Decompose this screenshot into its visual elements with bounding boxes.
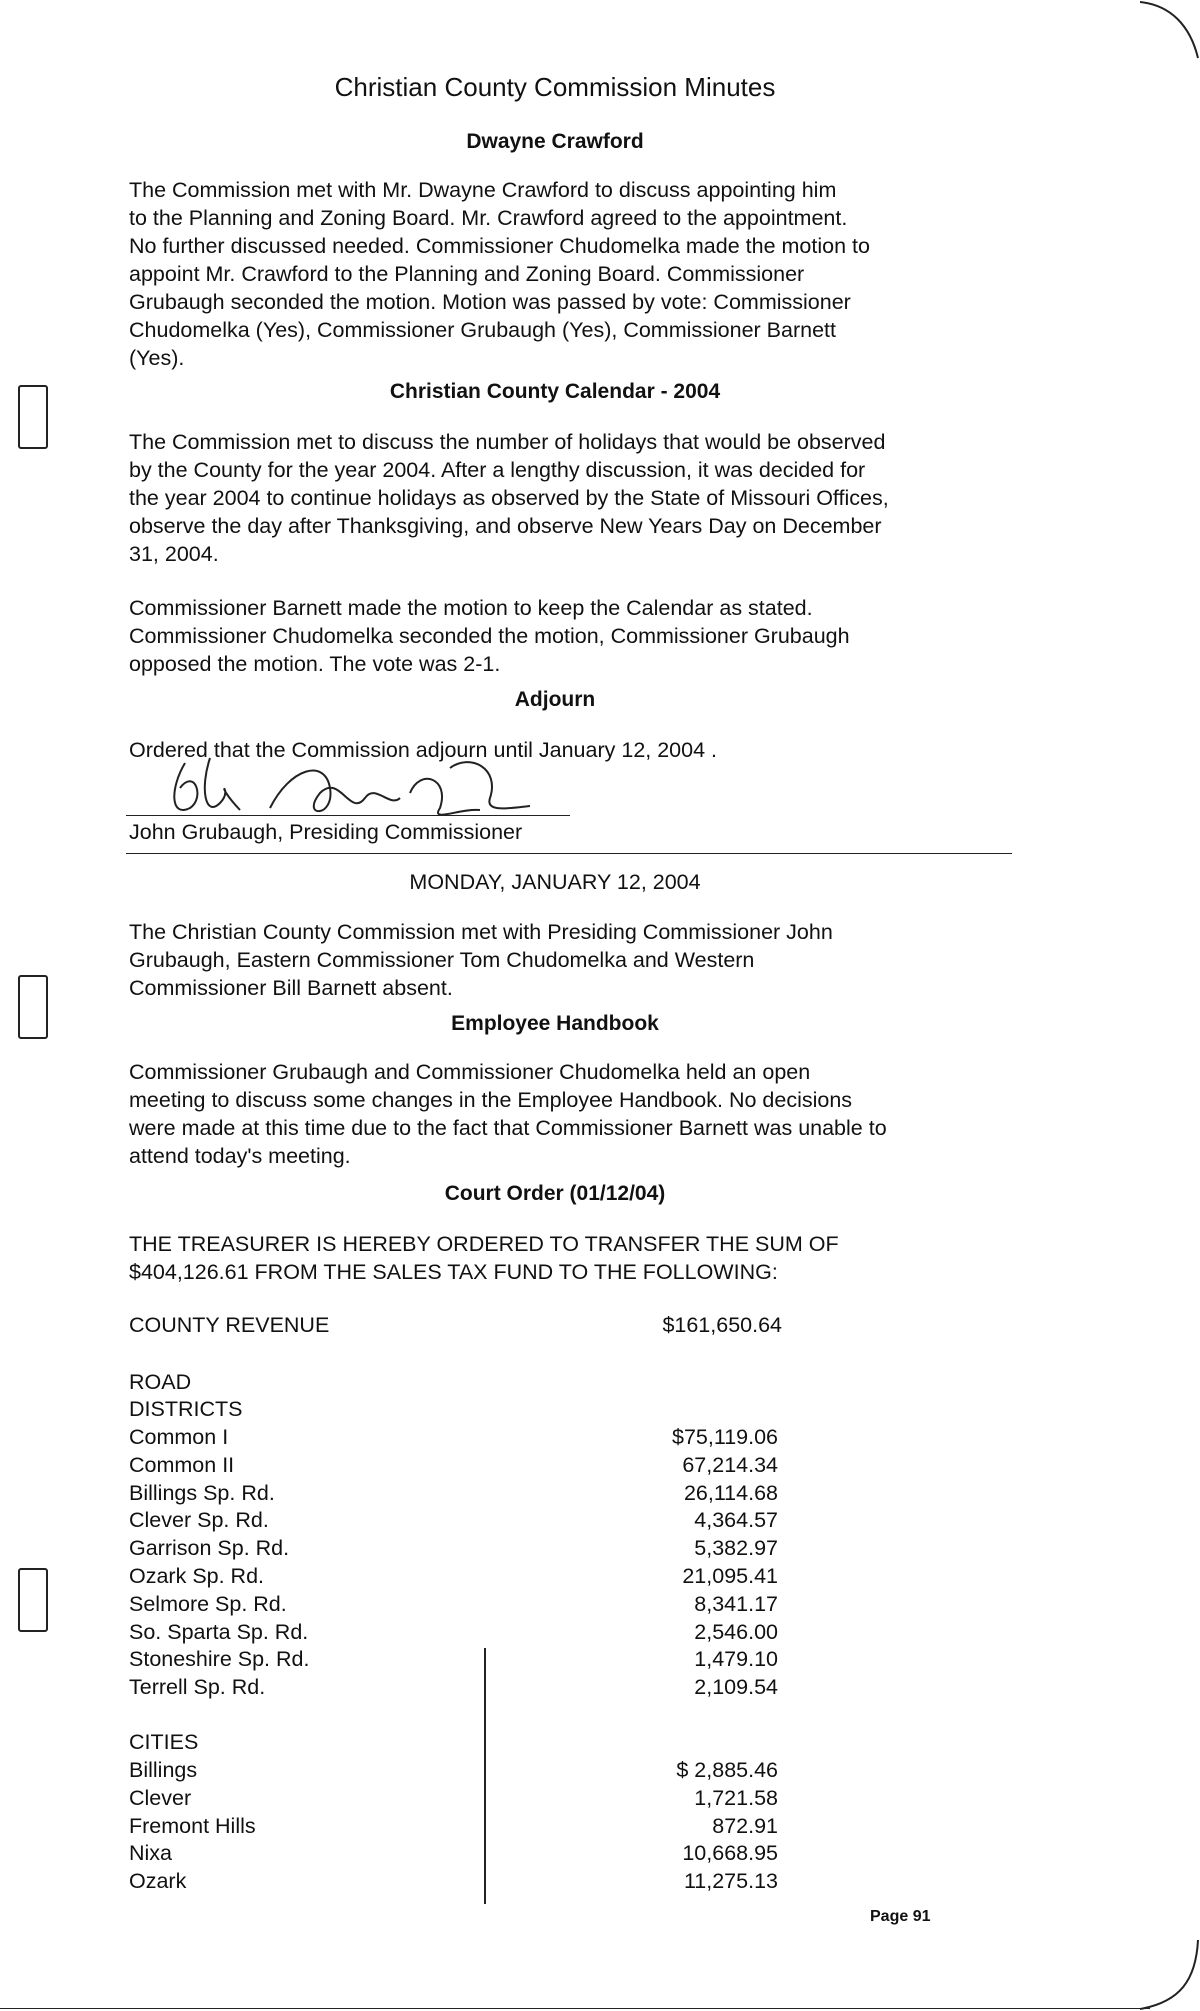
paragraph-calendar: The Commission met to discuss the number of holidays that would be observed by the County for the year 2004. After a lengthy discussion, it was decided for the year 2004 to continue holidays as observed by the State of Missouri Offices, observe the day after Thanksgiving, and observe New Years Day on December 31, 2004. <box>129 430 889 566</box>
punch-hole <box>18 1568 48 1632</box>
list-item-name: Garrison Sp. Rd. <box>129 1536 290 1561</box>
county-revenue-label: COUNTY REVENUE <box>129 1313 330 1337</box>
section-heading-court-order: Court Order (01/12/04) <box>444 1182 666 1205</box>
paragraph-monday: The Christian County Commission met with Presiding Commissioner John Grubaugh, Eastern Commissioner Tom Chudomelka and Western Commissioner Bill Barnett absent. <box>129 920 833 1000</box>
page-curl-corner-icon <box>1140 0 1200 60</box>
section-heading-adjourn: Adjourn <box>514 688 596 711</box>
section-divider <box>126 853 1012 854</box>
list-item-name: Ozark <box>129 1869 187 1894</box>
list-item-name: Clever <box>129 1785 192 1810</box>
list-item-amount: 26,114.68 <box>683 1480 778 1505</box>
section-heading-crawford: Dwayne Crawford <box>466 130 644 153</box>
road-label: ROAD <box>129 1370 192 1394</box>
list-item-name: Selmore Sp. Rd. <box>129 1591 287 1616</box>
list-item-name: Billings <box>129 1758 198 1782</box>
list-item-amount: 1,479.10 <box>694 1647 778 1672</box>
adjourn-text: Ordered that the Commission adjourn until January 12, 2004 . <box>129 738 717 762</box>
list-item-name: Fremont Hills <box>129 1813 256 1838</box>
page-bottom-edge <box>0 2008 1150 2009</box>
page-curl-corner-icon <box>1140 1940 1200 2011</box>
signature-icon <box>150 748 550 828</box>
list-item-amount: 21,095.41 <box>682 1564 778 1588</box>
list-item-amount: 2,109.54 <box>694 1675 778 1700</box>
list-item-name: Nixa <box>129 1841 173 1866</box>
paragraph-court-order: THE TREASURER IS HEREBY ORDERED TO TRANSFER THE SUM OF $404,126.61 FROM THE SALES TAX FUND TO THE FOLLOWING: <box>129 1232 839 1284</box>
paragraph-calendar-motion: Commissioner Barnett made the motion to keep the Calendar as stated. Commissioner Chudomelka seconded the motion, Commissioner Grubaugh opposed the motion. The vote was 2-1. <box>129 596 850 676</box>
document-title: Christian County Commission Minutes <box>334 72 776 102</box>
list-item-amount: 8,341.17 <box>694 1591 778 1616</box>
list-item-amount: 872.91 <box>712 1813 778 1838</box>
districts-label: DISTRICTS <box>129 1397 243 1421</box>
list-item-name: Ozark Sp. Rd. <box>129 1564 265 1588</box>
paragraph-handbook: Commissioner Grubaugh and Commissioner Chudomelka held an open meeting to discuss some changes in the Employee Handbook. No decisions were made at this time due to the fact that Commissioner Barnett was unable to attend today's meeting. <box>129 1060 887 1168</box>
cities-label: CITIES <box>129 1730 199 1754</box>
list-item-amount: 11,275.13 <box>683 1869 778 1894</box>
list-item-amount: 5,382.97 <box>694 1536 778 1561</box>
list-item-name: Common II <box>129 1452 235 1477</box>
paragraph-crawford: The Commission met with Mr. Dwayne Crawford to discuss appointing him to the Planning and Zoning Board. Mr. Crawford agreed to the appointment. No further discussed needed. Commissioner Chudomelka made the motion to appoint Mr. Crawford to the Planning and Zoning Board. Commissioner Grubaugh seconded the motion. Motion was passed by vote: Commissioner Chudomelka (Yes), Commissioner Grubaugh (Yes), Commissioner Barnett (Yes). <box>129 178 870 370</box>
list-item-amount: 2,546.00 <box>694 1619 778 1644</box>
page-number: Page 91 <box>870 1908 931 1925</box>
list-item-amount: 10,668.95 <box>682 1841 778 1866</box>
date-heading: MONDAY, JANUARY 12, 2004 <box>409 870 701 894</box>
list-item-name: Stoneshire Sp. Rd. <box>129 1647 310 1672</box>
list-item-name: Terrell Sp. Rd. <box>129 1675 266 1700</box>
signature-line <box>126 815 570 816</box>
list-item-amount: 67,214.34 <box>682 1452 778 1477</box>
list-item-name: Clever Sp. Rd. <box>129 1508 269 1533</box>
list-item-amount: 1,721.58 <box>694 1785 778 1810</box>
county-revenue-amount: $161,650.64 <box>662 1313 782 1337</box>
list-item-name: Common I <box>129 1425 229 1449</box>
list-item-name: So. Sparta Sp. Rd. <box>129 1619 309 1644</box>
signer-name: John Grubaugh, Presiding Commissioner <box>129 820 523 844</box>
list-item-name: Billings Sp. Rd. <box>129 1480 275 1505</box>
section-heading-handbook: Employee Handbook <box>451 1012 659 1035</box>
column-divider <box>484 1648 486 1904</box>
list-item-amount: $ 2,885.46 <box>676 1758 778 1782</box>
section-heading-calendar: Christian County Calendar - 2004 <box>389 380 721 403</box>
list-item-amount: 4,364.57 <box>694 1508 778 1533</box>
list-item-amount: $75,119.06 <box>671 1425 778 1449</box>
